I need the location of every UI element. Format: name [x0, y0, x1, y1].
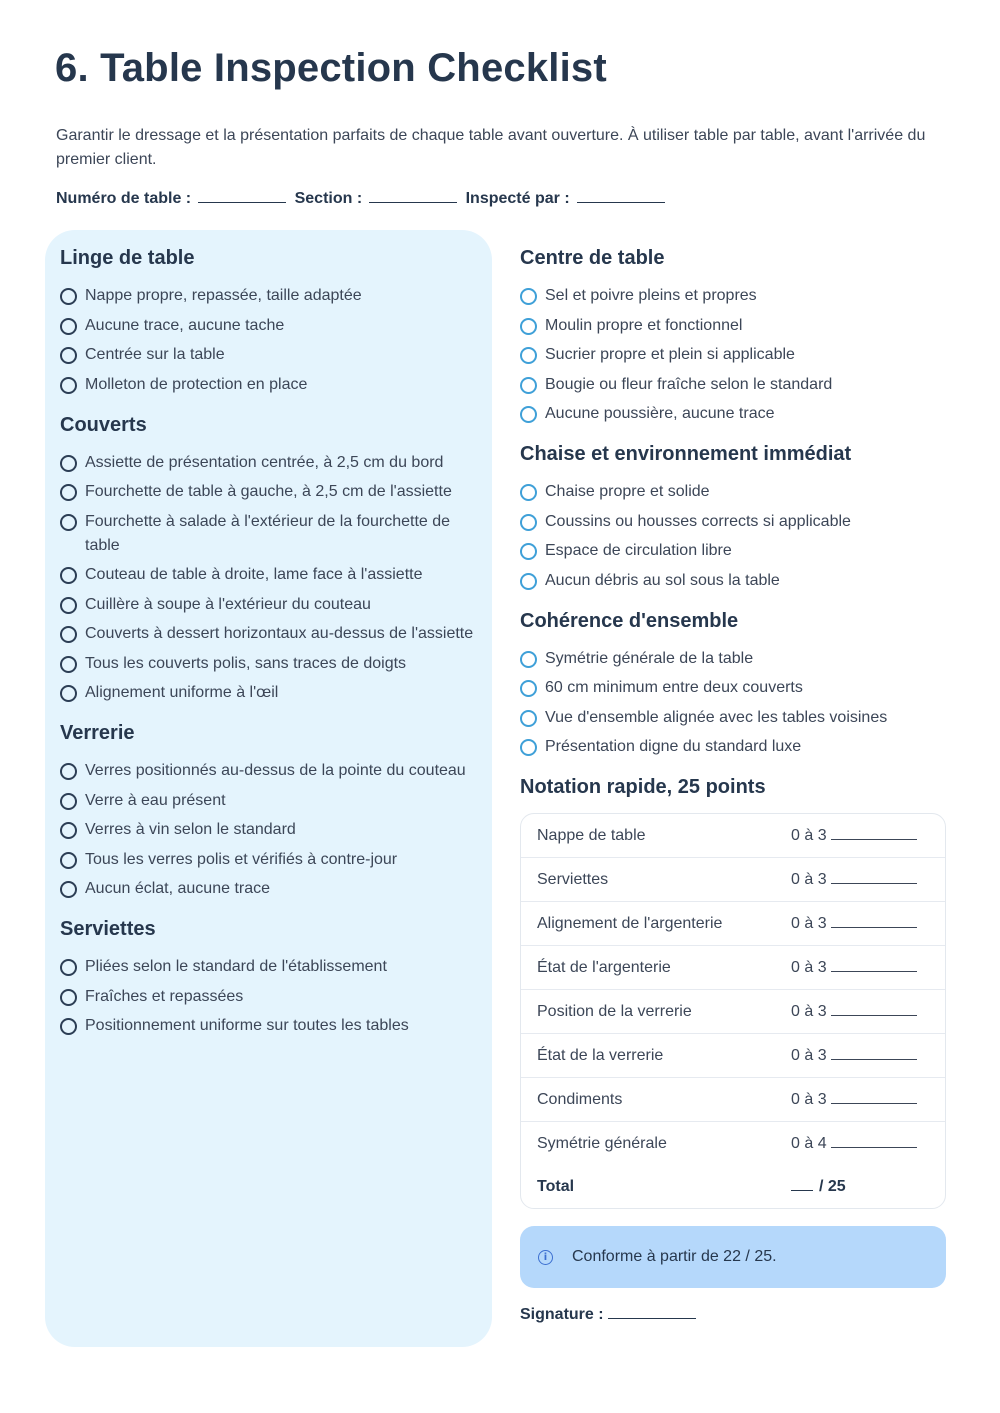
score-input-field[interactable]: [831, 838, 917, 840]
checklist-item-label: Couverts à dessert horizontaux au-dessus de l'assiette: [85, 625, 474, 642]
circle-checkbox-icon[interactable]: [60, 288, 77, 305]
checklist-item: [520, 314, 950, 338]
circle-checkbox-icon[interactable]: [520, 288, 537, 305]
section-title-centre: Centre de table: [520, 247, 665, 269]
left-column: [60, 244, 480, 1052]
checklist-item: [60, 343, 480, 367]
section-label: Section :: [294, 190, 363, 207]
checklist-item-label: Cuillère à soupe à l'extérieur du couteau: [85, 595, 371, 613]
table-number-field[interactable]: [198, 201, 286, 203]
checklist-item: [60, 1014, 480, 1038]
checklist-item-label: Aucune poussière, aucune trace: [545, 405, 775, 422]
score-input-field[interactable]: [831, 970, 917, 972]
checklist-item-label: Aucune trace, aucune tache: [85, 316, 285, 334]
signature-label: Signature :: [520, 1306, 604, 1323]
compliance-note-text: Conforme à partir de 22 / 25.: [572, 1248, 777, 1265]
checklist-item: [60, 985, 480, 1009]
circle-checkbox-icon[interactable]: [520, 377, 537, 394]
circle-checkbox-icon[interactable]: [60, 793, 77, 810]
checklist-item-label: Présentation digne du standard luxe: [545, 738, 802, 755]
section-field[interactable]: [369, 201, 457, 203]
checklist-item-label: Aucun débris au sol sous la table: [545, 571, 780, 589]
checklist-item-label: Fourchette de table à gauche, à 2,5 cm de l'assiette: [85, 483, 452, 500]
checklist-item: [60, 284, 480, 308]
checklist-item-label: Verres à vin selon le standard: [85, 821, 296, 838]
score-input-field[interactable]: [831, 1058, 917, 1060]
checklist-item: [60, 563, 480, 587]
compliance-note: [520, 1226, 946, 1288]
score-row-range: 0 à 3: [791, 870, 827, 888]
checklist-item: [520, 480, 950, 504]
checklist-chaise: [520, 480, 950, 593]
page-title: 6. Table Inspection Checklist: [55, 46, 607, 90]
score-row-range: 0 à 3: [791, 958, 827, 976]
checklist-item: [520, 706, 950, 730]
checklist-item: [520, 343, 950, 367]
score-input-field[interactable]: [831, 1014, 917, 1016]
checklist-verrerie: [60, 759, 480, 901]
checklist-item-label: Molleton de protection en place: [85, 375, 308, 393]
score-total-row: [521, 1165, 945, 1208]
circle-checkbox-icon[interactable]: [60, 763, 77, 780]
circle-checkbox-icon[interactable]: [520, 484, 537, 501]
checklist-item-label: Sucrier propre et plein si applicable: [545, 346, 795, 363]
score-row-label: Position de la verrerie: [537, 1002, 692, 1020]
checklist-item-label: Assiette de présentation centrée, à 2,5 cm du bord: [85, 453, 444, 471]
checklist-item-label: Moulin propre et fonctionnel: [545, 316, 743, 334]
circle-checkbox-icon[interactable]: [520, 739, 537, 756]
score-row: [521, 946, 945, 990]
checklist-item-label: Vue d'ensemble alignée avec les tables voisines: [545, 708, 888, 726]
score-row-label: Serviettes: [537, 870, 609, 888]
checklist-item-label: Symétrie générale de la table: [545, 649, 754, 667]
checklist-item-label: Positionnement uniforme sur toutes les tables: [85, 1017, 409, 1034]
score-row-label: Alignement de l'argenterie: [537, 914, 723, 932]
checklist-item-label: Nappe propre, repassée, taille adaptée: [85, 287, 362, 304]
circle-checkbox-icon[interactable]: [520, 514, 537, 531]
checklist-item-label: Verre à eau présent: [85, 791, 226, 809]
checklist-item-label: Centrée sur la table: [85, 346, 225, 363]
circle-checkbox-icon[interactable]: [60, 597, 77, 614]
checklist-item-label: Espace de circulation libre: [545, 542, 732, 559]
inspected-by-label: Inspecté par :: [465, 190, 570, 207]
checklist-item-label: Verres positionnés au-dessus de la pointe du couteau: [85, 762, 466, 779]
circle-checkbox-icon[interactable]: [60, 822, 77, 839]
signature: [520, 1306, 950, 1324]
inspected-by-field[interactable]: [577, 201, 665, 203]
score-row-range: 0 à 3: [791, 826, 827, 844]
checklist-item: [60, 593, 480, 617]
score-row: [521, 858, 945, 902]
checklist-item-label: 60 cm minimum entre deux couverts: [545, 679, 803, 696]
checklist-serviettes: [60, 955, 480, 1038]
score-total-label: Total: [537, 1177, 575, 1195]
circle-checkbox-icon[interactable]: [520, 680, 537, 697]
checklist-item: [60, 789, 480, 813]
circle-checkbox-icon[interactable]: [520, 651, 537, 668]
checklist-item: [520, 676, 950, 700]
checklist-item-label: Alignement uniforme à l'œil: [85, 684, 279, 701]
section-title-linge: Linge de table: [60, 247, 195, 269]
checklist-item: [520, 539, 950, 563]
circle-checkbox-icon[interactable]: [60, 567, 77, 584]
circle-checkbox-icon[interactable]: [60, 989, 77, 1006]
right-column: [520, 244, 950, 1324]
signature-field[interactable]: [608, 1317, 696, 1319]
checklist-coherence: [520, 647, 950, 760]
checklist-item: [60, 451, 480, 475]
header-fields: [56, 190, 665, 208]
section-title-notation: Notation rapide, 25 points: [520, 776, 766, 798]
checklist-item: [60, 314, 480, 338]
score-row-label: État de l'argenterie: [537, 958, 671, 976]
checklist-item: [60, 681, 480, 705]
circle-checkbox-icon[interactable]: [60, 685, 77, 702]
checklist-centre: [520, 284, 950, 426]
circle-checkbox-icon[interactable]: [60, 455, 77, 472]
table-number-label: Numéro de table :: [56, 190, 192, 207]
score-row-range: 0 à 3: [791, 1090, 827, 1108]
checklist-item: [60, 848, 480, 872]
checklist-item-label: Aucun éclat, aucune trace: [85, 880, 271, 897]
score-row: [521, 1122, 945, 1165]
checklist-item-label: Pliées selon le standard de l'établissement: [85, 958, 387, 975]
info-icon: i: [538, 1250, 553, 1265]
circle-checkbox-icon[interactable]: [60, 318, 77, 335]
checklist-item: [60, 373, 480, 397]
circle-checkbox-icon[interactable]: [60, 377, 77, 394]
checklist-item: [60, 652, 480, 676]
section-title-verrerie: Verrerie: [60, 722, 135, 744]
section-title-serviettes: Serviettes: [60, 918, 156, 940]
circle-checkbox-icon[interactable]: [60, 1018, 77, 1035]
checklist-item-label: Bougie ou fleur fraîche selon le standard: [545, 375, 833, 393]
checklist-item-label: Fraîches et repassées: [85, 987, 244, 1005]
checklist-item: [520, 647, 950, 671]
checklist-item: [60, 480, 480, 504]
checklist-item-label: Chaise propre et solide: [545, 483, 710, 500]
score-row-range: 0 à 4: [791, 1134, 827, 1152]
checklist-item: [520, 284, 950, 308]
circle-checkbox-icon[interactable]: [520, 710, 537, 727]
checklist-couverts: [60, 451, 480, 706]
score-row-range: 0 à 3: [791, 1002, 827, 1020]
checklist-item-label: Sel et poivre pleins et propres: [545, 287, 757, 304]
circle-checkbox-icon[interactable]: [520, 318, 537, 335]
circle-checkbox-icon[interactable]: [60, 656, 77, 673]
score-row-label: État de la verrerie: [537, 1046, 664, 1064]
checklist-item: [60, 759, 480, 783]
score-row-label: Condiments: [537, 1090, 623, 1108]
checklist-item: [60, 955, 480, 979]
score-row-range: 0 à 3: [791, 1046, 827, 1064]
checklist-item: [520, 569, 950, 593]
score-input-field[interactable]: [831, 926, 917, 928]
checklist-item: [520, 402, 950, 426]
circle-checkbox-icon[interactable]: [520, 347, 537, 364]
section-title-couverts: Couverts: [60, 413, 147, 436]
circle-checkbox-icon[interactable]: [60, 959, 77, 976]
checklist-item-label: Coussins ou housses corrects si applicable: [545, 512, 851, 530]
score-input-field[interactable]: [831, 1102, 917, 1104]
circle-checkbox-icon[interactable]: [60, 514, 77, 531]
score-row: [521, 990, 945, 1034]
circle-checkbox-icon[interactable]: [60, 626, 77, 643]
score-row-label: Symétrie générale: [537, 1134, 667, 1152]
score-total-value: / 25: [819, 1177, 846, 1195]
intro-text: Garantir le dressage et la présentation parfaits de chaque table avant ouverture. À utiliser table par table, avant l'arrivée du premier client.: [56, 127, 926, 168]
score-row: [521, 814, 945, 858]
score-table: [520, 813, 946, 1209]
score-row-range: 0 à 3: [791, 914, 827, 932]
score-input-field[interactable]: [831, 1146, 917, 1148]
checklist-item-label: Tous les couverts polis, sans traces de doigts: [85, 654, 407, 672]
score-row-label: Nappe de table: [537, 826, 646, 844]
score-row: [521, 1034, 945, 1078]
section-title-coherence: Cohérence d'ensemble: [520, 609, 739, 632]
checklist-item-label: Fourchette à salade à l'extérieur de la fourchette de table: [85, 512, 451, 554]
checklist-item: [60, 622, 480, 646]
checklist-item: [60, 510, 480, 558]
checklist-item: [520, 735, 950, 759]
circle-checkbox-icon[interactable]: [60, 852, 77, 869]
checklist-linge: [60, 284, 480, 397]
checklist-item-label: Couteau de table à droite, lame face à l'assiette: [85, 566, 423, 583]
checklist-item: [520, 373, 950, 397]
checklist-item: [520, 510, 950, 534]
circle-checkbox-icon[interactable]: [520, 573, 537, 590]
score-input-field[interactable]: [831, 882, 917, 884]
circle-checkbox-icon[interactable]: [520, 406, 537, 423]
checklist-item: [60, 877, 480, 901]
checklist-item-label: Tous les verres polis et vérifiés à contre-jour: [85, 850, 398, 868]
circle-checkbox-icon[interactable]: [60, 484, 77, 501]
circle-checkbox-icon[interactable]: [520, 543, 537, 560]
section-title-chaise: Chaise et environnement immédiat: [520, 443, 852, 465]
checklist-item: [60, 818, 480, 842]
score-total-field[interactable]: [791, 1190, 813, 1191]
score-row: [521, 1078, 945, 1122]
score-row: [521, 902, 945, 946]
circle-checkbox-icon[interactable]: [60, 881, 77, 898]
circle-checkbox-icon[interactable]: [60, 347, 77, 364]
